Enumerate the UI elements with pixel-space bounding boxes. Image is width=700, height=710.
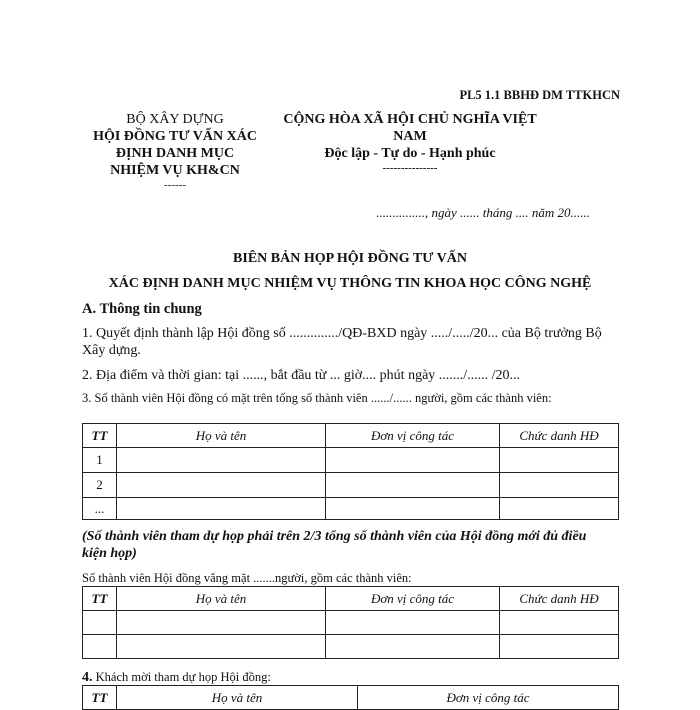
header-rule-right: --------------- — [382, 162, 438, 174]
col-role: Chức danh HĐ — [500, 587, 619, 611]
ministry-name: BỘ XÂY DỰNG — [126, 112, 224, 127]
members-absent-table — [82, 586, 619, 659]
document-code: PL5 1.1 BBHĐ DM TTKHCN — [459, 88, 620, 102]
table-row — [83, 448, 619, 473]
col-tt: TT — [83, 424, 117, 448]
row-number: 1 — [83, 448, 117, 473]
col-unit: Đơn vị công tác — [358, 686, 619, 710]
date-line: ..............., ngày ...... tháng .... năm 20...... — [376, 205, 590, 220]
table-header-row — [83, 686, 619, 710]
table-header-row — [83, 424, 619, 448]
item-4-label: Khách mời tham dự họp Hội đồng: — [92, 670, 271, 684]
council-name-line2: ĐỊNH DANH MỤC — [115, 146, 235, 161]
col-tt: TT — [83, 686, 117, 710]
members-present-table — [82, 423, 619, 520]
col-unit: Đơn vị công tác — [326, 587, 500, 611]
council-name-line1: HỘI ĐỒNG TƯ VẤN XÁC — [93, 129, 257, 144]
guests-table — [82, 685, 619, 710]
council-name-line3: NHIỆM VỤ KH&CN — [110, 163, 240, 178]
national-name-line2: NAM — [393, 129, 427, 144]
quorum-note: (Số thành viên tham dự họp phải trên 2/3 tổng số thành viên của Hội đồng mới đủ điều kiện họp) — [82, 529, 587, 561]
col-name: Họ và tên — [117, 686, 358, 710]
col-tt: TT — [83, 587, 117, 611]
national-motto: Độc lập - Tự do - Hạnh phúc — [324, 146, 496, 161]
header-rule-left: ------ — [164, 179, 186, 191]
item-1-decision: 1. Quyết định thành lập Hội đồng số ............../QĐ-BXD ngày ...../...../20... của Bộ trưởng Bộ Xây dựng. — [82, 326, 602, 358]
col-name: Họ và tên — [117, 424, 326, 448]
table-row — [83, 611, 619, 635]
col-role: Chức danh HĐ — [500, 424, 619, 448]
members-absent-line: Số thành viên Hội đồng vắng mặt .......người, gồm các thành viên: — [82, 571, 412, 585]
item-3-members-present: 3. Số thành viên Hội đồng có mặt trên tổng số thành viên ....../...... người, gồm các thành viên: — [82, 391, 552, 405]
table-header-row — [83, 587, 619, 611]
table-row — [83, 498, 619, 520]
document-title: BIÊN BẢN HỌP HỘI ĐỒNG TƯ VẤN — [233, 251, 467, 266]
item-4-guests — [82, 669, 622, 686]
table-row — [83, 635, 619, 659]
col-name: Họ và tên — [117, 587, 326, 611]
item-4-number: 4. — [82, 670, 93, 685]
section-a-heading: A. Thông tin chung — [82, 301, 202, 317]
national-header — [280, 111, 540, 174]
item-2-place-time: 2. Địa điểm và thời gian: tại ......, bắt đầu từ ... giờ.... phút ngày ......./...... /20... — [82, 368, 521, 383]
row-number: 2 — [83, 473, 117, 498]
table-row — [83, 473, 619, 498]
national-name-line1: CỘNG HÒA XÃ HỘI CHỦ NGHĨA VIỆT — [283, 112, 537, 127]
document-subtitle: XÁC ĐỊNH DANH MỤC NHIỆM VỤ THÔNG TIN KHOA HỌC CÔNG NGHỆ — [108, 276, 592, 291]
ministry-header — [70, 111, 280, 191]
row-number: ... — [83, 498, 117, 520]
col-unit: Đơn vị công tác — [326, 424, 500, 448]
